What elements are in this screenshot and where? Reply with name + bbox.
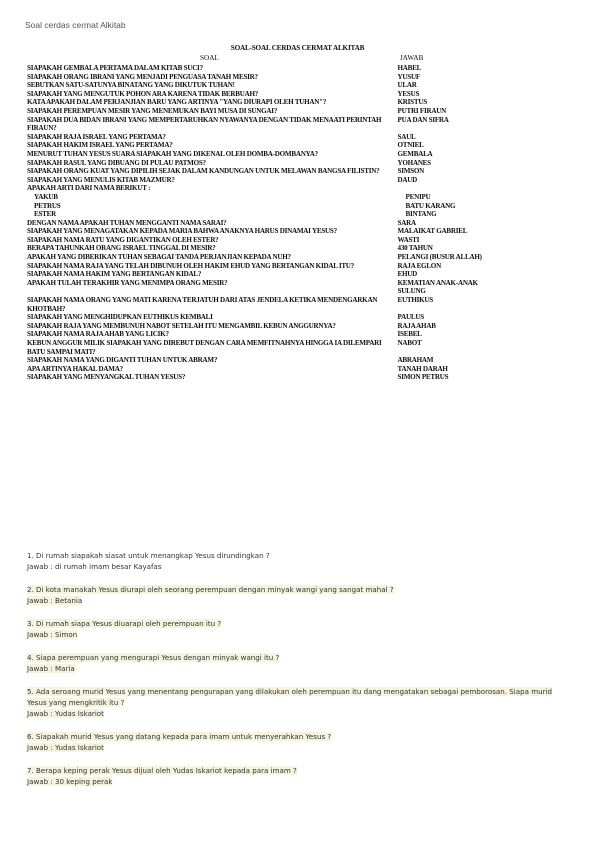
table-row [27,227,497,236]
answer-cell: YOHANES [397,158,431,167]
table-row [27,81,497,90]
answer-cell: PUA DAN SIFRA [397,115,449,124]
question-cell: SIAPAKAH ORANG IBRANI YANG MENJADI PENGUASA TANAH MESIR? [27,72,258,81]
question-cell: APAKAH TULAH TERAKHIR YANG MENIMPA ORANG MESIR? [27,278,228,287]
answer-cell: ISEBEL [397,330,422,339]
table-row [27,339,497,356]
list-item [27,765,567,787]
table-row [27,116,497,133]
question-cell: SIAPAKAH NAMA ORANG YANG MATI KARENA TERJATUH DARI ATAS JENDELA KETIKA MENDENGARKAN KHOTBAH? [27,296,378,313]
table-row [27,193,497,202]
table-row [27,210,497,219]
answer-text: Jawab : Maria [27,663,75,673]
answer-cell: HABEL [397,64,422,72]
question-cell: ESTER [34,210,57,219]
table-row [27,296,497,313]
answer-cell: RAJA AHAB [397,321,436,330]
qa-table [27,64,497,382]
table-row [27,373,497,382]
answer-cell: SAUL [397,132,416,141]
list-item [27,731,567,753]
question-cell: SIAPAKAH PEREMPUAN MESIR YANG MENEMUKAN BAYI MUSA DI SUNGAI? [27,106,278,115]
question-cell: SIAPAKAH YANG MENAGATAKAN KEPADA MARIA BAHWA ANAKNYA HARUS DINAMAI YESUS? [27,227,337,236]
answer-cell: RAJA EGLON [397,261,441,270]
question-text: 5. Ada seroang murid Yesus yang menentang pengurapan yang dilakukan oleh perempuan itu dang mengatakan sebagai pemborosan. Siapa murid Yesus yang mengkritik itu ? [27,686,552,707]
question-cell: SIAPAKAH RASUL YANG DIBUANG DI PULAU PATMOS? [27,158,206,167]
table-row [27,202,497,211]
answer-text: Jawab : Yudas Iskariot [27,709,104,719]
question-text: 1. Di rumah siapakah siasat untuk menangkap Yesus dirundingkan ? [27,551,270,560]
answer-cell: 430 TAHUN [397,244,433,253]
answer-cell: GEMBALA [397,149,433,158]
table-row [27,236,497,245]
question-cell: SIAPAKAH YANG MENYANGKAL TUHAN YESUS? [27,373,186,382]
table-row [27,322,497,331]
answer-cell: OTNIEL [397,141,424,150]
question-text: 3. Di rumah siapa Yesus diuarapi oleh perempuan itu ? [27,618,222,628]
question-text: 4. Siapa perempuan yang mengurapi Yesus dengan minyak wangi itu ? [27,652,280,662]
question-cell: APAKAH YANG DIBERIKAN TUHAN SEBAGAI TANDA PERJANJIAN KEPADA NUH? [27,253,291,262]
table-row [27,159,497,168]
answer-cell: PAULUS [397,313,424,322]
answer-cell: SIMSON [397,167,425,176]
answer-cell: SARA [397,218,416,227]
list-item [27,652,567,674]
answer-text: Jawab : di rumah imam besar Kayafas [27,562,162,572]
column-header-jawab: JAWAB [400,54,424,62]
table-row [27,270,497,279]
document-header: Soal cerdas cermat Alkitab [25,20,126,30]
list-item [27,686,567,720]
table-row [27,244,497,253]
table-row [27,219,497,228]
table-row [27,141,497,150]
answer-cell: TANAH DARAH [397,364,448,373]
question-cell: SIAPAKAH NAMA RAJA YANG TELAH DIBUNUH OLEH HAKIM EHUD YANG BERTANGAN KIDAL ITU? [27,261,354,270]
answer-cell: BATU KARANG [405,201,456,210]
question-cell: SIAPAKAH YANG MENULIS KITAB MAZMUR? [27,175,175,184]
table-row [27,107,497,116]
question-cell: SIAPAKAH RAJA YANG MEMBUNUH NABOT SETELAH ITU MENGAMBIL KEBUN ANGGURNYA? [27,321,336,330]
list-item [27,550,567,572]
question-cell: SIAPAKAH NAMA RATU YANG DIGANTIKAN OLEH ESTER? [27,235,219,244]
answer-cell: KEMATIAN ANAK-ANAK SULUNG [397,278,478,296]
answer-cell: YESUS [397,89,420,98]
question-cell: SIAPAKAH GEMBALA PERTAMA DALAM KITAB SUCI? [27,64,203,72]
question-cell: SIAPAKAH HAKIM ISRAEL YANG PERTAMA? [27,141,173,150]
table-row [27,64,497,73]
table-row [27,313,497,322]
answer-cell: YUSUF [397,72,420,81]
answer-cell: PELANGI (BUSUR ALLAH) [397,253,482,262]
question-text: 6. Siapakah murid Yesus yang datang kepada para imam untuk menyerahkan Yesus ? [27,731,332,741]
question-cell: SIAPAKAH NAMA YANG DIGANTI TUHAN UNTUK ABRAM? [27,356,218,365]
question-cell: MENURUT TUHAN YESUS SUARA SIAPAKAH YANG DIKENAL OLEH DOMBA-DOMBANYA? [27,149,318,158]
question-cell: SIAPAKAH ORANG KUAT YANG DIPILIH SEJAK DALAM KANDUNGAN UNTUK MELAWAN BANGSA FILISTIN? [27,167,380,176]
table-row [27,365,497,374]
table-row [27,253,497,262]
answer-cell: SIMON PETRUS [397,373,449,382]
question-cell: KATA APAKAH DALAM PERJANJIAN BARU YANG ARTINYA "YANG DIURAPI OLEH TUHAN"? [27,98,327,107]
question-cell: DENGAN NAMA APAKAH TUHAN MENGGANTI NAMA SARAI? [27,218,227,227]
answer-cell: ABRAHAM [397,356,434,365]
question-cell: SIAPAKAH YANG MENGUTUK POHON ARA KARENA TIDAK BERBUAH? [27,89,259,98]
table-row [27,184,497,193]
table-row [27,279,497,296]
answer-cell: MALAIKAT GABRIEL [397,227,468,236]
answer-cell: EUTHIKUS [397,296,433,305]
answer-cell: WASTI [397,235,420,244]
table-row [27,262,497,271]
question-list [27,550,567,799]
answer-cell [398,184,497,193]
answer-text: Jawab : Betania [27,596,83,606]
answer-text: Jawab : Yudas Iskariot [27,742,104,752]
question-cell: KEBUN ANGGUR MILIK SIAPAKAH YANG DIREBUT DENGAN CARA MEMFITNAHNYA HINGGA IA DILEMPARI BATU SAMPAI MATI? [27,339,382,356]
question-text: 2. Di kota manakah Yesus diurapi oleh seorang perempuan dengan minyak wangi yang sangat mahal ? [27,584,394,594]
question-cell: SIAPAKAH DUA BIDAN IBRANI YANG MEMPERTARUHKAN NYAWANYA DENGAN TIDAK MENAATI PERINTAH FIRAUN? [27,115,382,133]
table-row [27,330,497,339]
question-cell: SIAPAKAH YANG MENGHIDUPKAN EUTHIKUS KEMBALI [27,313,213,322]
answer-cell: BINTANG [405,210,437,219]
question-cell: PETRUS [34,201,61,210]
answer-cell: DAUD [397,175,418,184]
answer-cell: PUTRI FIRAUN [397,106,446,115]
question-cell: SIAPAKAH RAJA ISRAEL YANG PERTAMA? [27,132,166,141]
question-cell: SIAPAKAH NAMA RAJA AHAB YANG LICIK? [27,330,169,339]
table-row [27,133,497,142]
list-item [27,618,567,640]
answer-cell: EHUD [397,270,418,279]
answer-cell: NABOT [397,339,422,347]
column-header-soal: SOAL [200,54,219,62]
question-cell: SEBUTKAN SATU-SATUNYA BINATANG YANG DIKUTUK TUHAN! [27,81,235,90]
table-row [27,73,497,82]
question-cell: YAKUB [34,192,58,201]
table-row [27,98,497,107]
table-row [27,356,497,365]
table-row [27,90,497,99]
question-cell: SIAPAKAH NAMA HAKIM YANG BERTANGAN KIDAL? [27,270,202,279]
question-cell: APAKAH ARTI DARI NAMA BERIKUT : [27,184,151,193]
answer-text: Jawab : Simon [27,630,78,640]
table-row [27,167,497,176]
page-title: SOAL-SOAL CERDAS CERMAT ALKITAB [230,44,365,52]
answer-text: Jawab : 30 keping perak [27,776,113,786]
answer-cell: KRISTUS [397,98,427,107]
table-row [27,150,497,159]
question-cell: BERAPA TAHUNKAH ORANG ISRAEL TINGGAL DI MESIR? [27,244,216,253]
answer-cell: PENIPU [405,192,431,201]
question-text: 7. Berapa keping perak Yesus dijual oleh Yudas Iskariot kepada para imam ? [27,765,297,775]
list-item [27,584,567,606]
question-cell: APA ARTINYA HAKAL DAMA? [27,364,123,373]
table-row [27,176,497,185]
answer-cell: ULAR [397,81,417,90]
